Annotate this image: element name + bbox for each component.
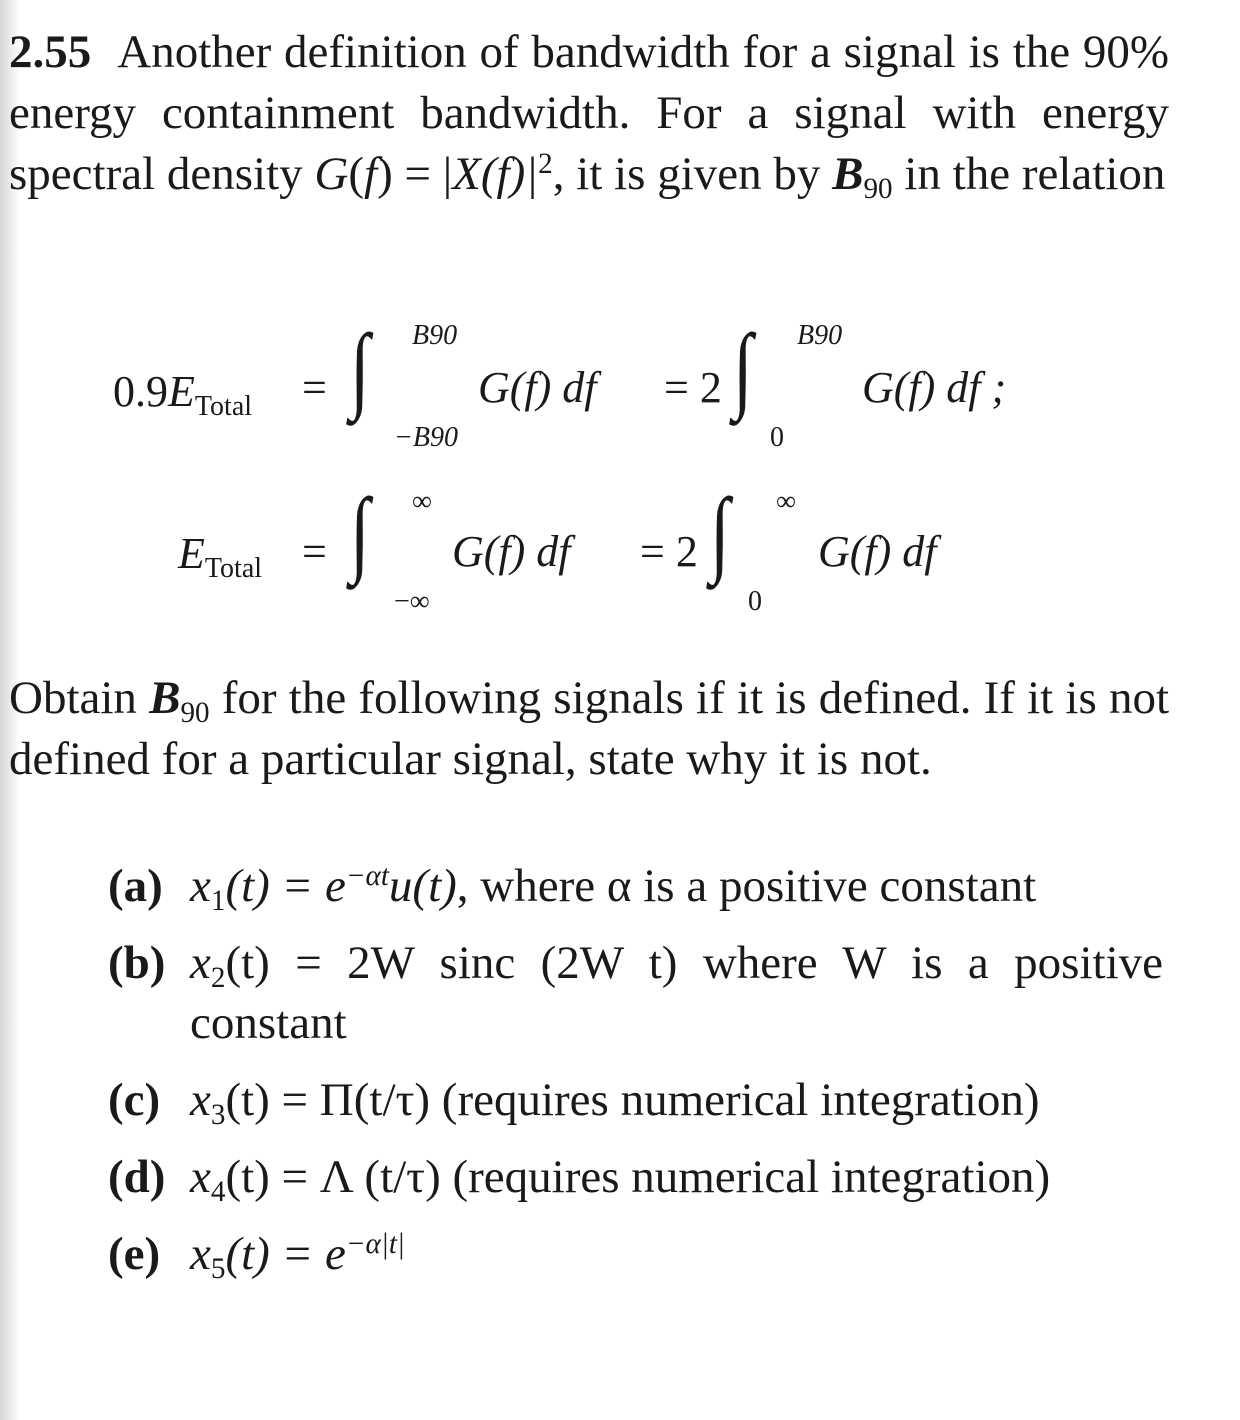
signal-list bbox=[108, 856, 1163, 1301]
esd-f2: (f)| bbox=[480, 148, 539, 200]
eq1-int2-upper: B90 bbox=[797, 320, 843, 351]
eq1-integrand-1: G(f) df bbox=[478, 363, 597, 412]
esd-symbol-G: G bbox=[314, 148, 349, 200]
eq2-integral-sign-2: ∫ bbox=[710, 478, 730, 585]
esd-f: f bbox=[364, 148, 378, 200]
eq1-int1-upper: B90 bbox=[412, 320, 458, 351]
instruction-text bbox=[9, 668, 1169, 790]
eq1-lhs: $0.9E_{Total}$ bbox=[113, 367, 253, 422]
instruction-b90-subscript: 90 bbox=[180, 697, 210, 730]
list-item-e: (e) $x_5(t) = e^{-\alpha|t|}$ bbox=[108, 1224, 1163, 1284]
list-item-c: (c) $x_3(t) = \Pi(t/\tau)$ (requires numerical integration) bbox=[108, 1070, 1163, 1130]
eq1-int2-lower: 0 bbox=[770, 422, 784, 453]
list-item-a: (a) $x_1(t) = e^{-\alpha t}u(t)$, where α is a positive constant bbox=[108, 856, 1163, 916]
eq2-integrand-1: G(f) df bbox=[452, 527, 571, 576]
esd-X: X bbox=[452, 148, 481, 200]
intro-text-2: , it is given by bbox=[552, 148, 833, 200]
eq2-equals: = bbox=[302, 527, 327, 576]
eq2-integral-sign-1: ∫ bbox=[350, 478, 370, 585]
eq1-integral-sign-2: ∫ bbox=[733, 314, 753, 421]
problem-text bbox=[9, 22, 1169, 205]
instruction-part-1: Obtain bbox=[9, 672, 150, 724]
eq2-equals-2: = 2 bbox=[640, 527, 698, 576]
list-item-d: (d) $x_4(t) = \Lambda$ (t/τ) (requires numerical integration) bbox=[108, 1147, 1163, 1207]
eq2-integrand-2: G(f) df bbox=[818, 527, 937, 576]
esd-equals: ) = | bbox=[377, 148, 453, 200]
eq2-lhs: $E_{Total}$ bbox=[178, 529, 263, 584]
item-label: (d) bbox=[108, 1151, 166, 1203]
instruction-b90-symbol: B bbox=[149, 672, 181, 724]
intro-text-3: in the relation bbox=[892, 148, 1166, 200]
problem-intro bbox=[9, 22, 1169, 205]
instruction-part-2: for the following signals if it is defined. If it is not defined for a particular signal, state why it is not. bbox=[9, 672, 1170, 785]
eq2-int2-lower: 0 bbox=[748, 586, 762, 617]
eq1-int1-lower: −B90 bbox=[394, 422, 458, 453]
intro-text-1: Another definition of bandwidth for a signal is the 90% energy containment bandwidth. For a signal with energy spectral density bbox=[9, 26, 1169, 200]
esd-paren: ( bbox=[348, 148, 365, 200]
instruction-block bbox=[9, 668, 1169, 790]
item-label: (c) bbox=[108, 1074, 161, 1126]
eq1-equals-2: = 2 bbox=[664, 363, 722, 412]
item-label: (b) bbox=[108, 937, 166, 989]
eq2-int1-upper: ∞ bbox=[412, 486, 432, 517]
item-label: (e) bbox=[108, 1228, 161, 1280]
b90-symbol: B bbox=[832, 148, 864, 200]
problem-number: 2.55 bbox=[9, 26, 92, 78]
esd-square: 2 bbox=[538, 147, 553, 180]
list-item-b: (b) $x_2(t) = 2W$ sinc (2W t) where W is a positive constant bbox=[108, 933, 1163, 1053]
eq1-integral-sign-1: ∫ bbox=[350, 314, 370, 421]
eq1-integrand-2: G(f) df ; bbox=[862, 363, 1007, 412]
eq1-equals: = bbox=[302, 363, 327, 412]
b90-subscript: 90 bbox=[863, 173, 893, 206]
eq2-int2-upper: ∞ bbox=[776, 486, 796, 517]
item-label: (a) bbox=[108, 860, 163, 912]
eq2-int1-lower: −∞ bbox=[394, 586, 430, 617]
